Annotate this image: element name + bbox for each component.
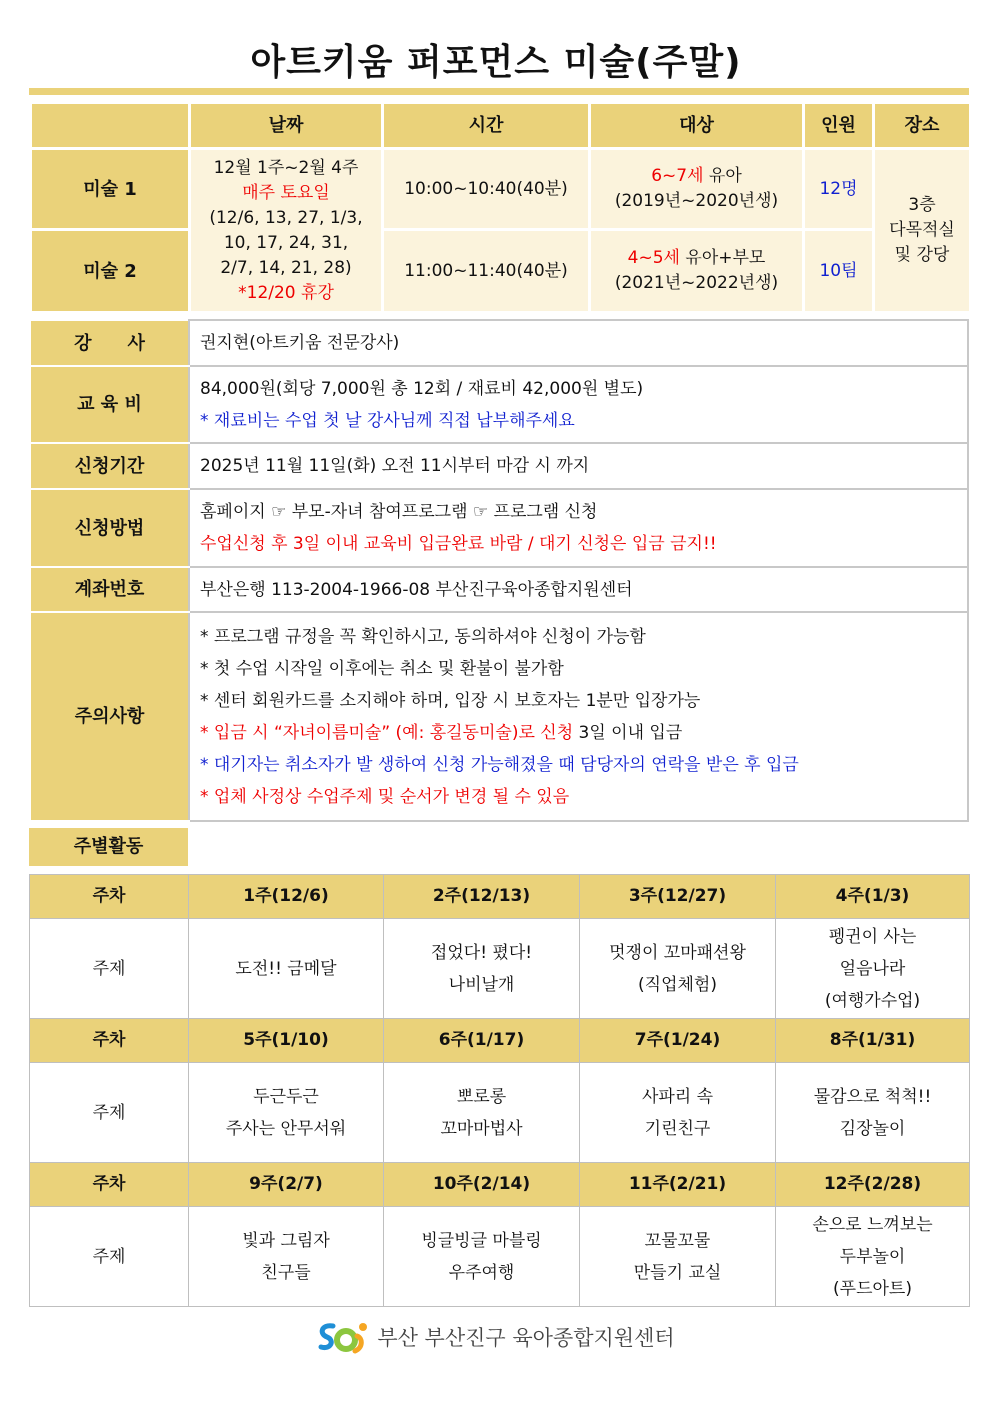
place-line: 및 강당 [894,245,950,265]
method-cell [189,489,968,567]
date-list: 10, 17, 24, 31, [223,232,349,253]
topic-line: 꼬마마법사 [440,1118,523,1139]
week-topic [189,919,384,1019]
week-topic [776,1207,970,1307]
topic-line: 손으로 느껴보는 [812,1214,933,1235]
topic-label: 주제 [30,1063,189,1163]
birth-years: (2019년~2020년생) [614,191,779,211]
place-line: 3층 [908,195,936,215]
topic-line: 두근두근 [253,1086,319,1107]
week-topic [384,1063,580,1163]
header-empty [31,103,190,149]
topic-line: 주사는 안무서워 [225,1118,347,1139]
header-place: 장소 [874,103,971,149]
method-value: 홈페이지 ☞ 부모-자녀 참여프로그램 ☞ 프로그램 신청 [200,502,598,522]
target: 유아+부모 [685,248,766,268]
week-topic [776,919,970,1019]
week-header: 6주(1/17) [384,1019,580,1063]
week-header: 2주(12/13) [384,875,580,919]
place-line: 다목적실 [889,220,955,240]
time-cell: 10:00~10:40(40분) [383,149,590,230]
header-target: 대상 [590,103,804,149]
topic-line: 친구들 [261,1262,311,1283]
week-topic [384,1207,580,1307]
week-header: 1주(12/6) [189,875,384,919]
topic-line: 빙글빙글 마블링 [421,1230,542,1251]
topic-line: 뽀로롱 [456,1086,507,1107]
week-topic [189,1063,384,1163]
topic-line: 접었다! 폈다! [430,942,533,963]
footer [0,1320,992,1354]
header-date: 날짜 [190,103,383,149]
target-cell [590,149,804,230]
week-topic [776,1063,970,1163]
age: 4~5세 [627,248,680,268]
target: 유아 [708,166,742,186]
notice-item: * 첫 수업 시작일 이후에는 취소 및 환불이 불가함 [200,658,564,679]
page-title: 아트키움 퍼포먼스 미술(주말) [250,42,742,83]
center-logo-icon [317,1320,369,1354]
weekly-table [29,874,970,1307]
weekly-label: 주별활동 [29,828,188,866]
topic-label: 주제 [30,919,189,1019]
topic-line: 얼음나라 [839,958,906,979]
week-header: 11주(2/21) [580,1163,776,1207]
notice-item: * 대기자는 취소자가 발 생하여 신청 가능해졌을 때 담당자의 연락을 받은 후 입금 [200,754,799,775]
topic-line: (직업체험) [638,974,717,995]
fee-value: 84,000원(회당 7,000원 총 12회 / 재료비 42,000원 별도) [200,378,644,399]
account-label: 계좌번호 [30,567,189,612]
place-cell [874,149,971,313]
week-topic [580,1063,776,1163]
notice-item: * 센터 회원카드를 소지해야 하며, 입장 시 보호자는 1분만 입장가능 [200,690,701,711]
period-value: 2025년 11월 11일(화) 오전 11시부터 마감 시 까지 [189,443,968,489]
topic-label: 주제 [30,1207,189,1307]
week-header: 3주(12/27) [580,875,776,919]
fee-cell [189,366,968,443]
fee-note: * 재료비는 수업 첫 날 강사님께 직접 납부해주세요 [200,410,575,431]
topic-line: 김장놀이 [839,1118,906,1139]
topic-line: 기린친구 [644,1118,711,1139]
topic-line: 도전!! 금메달 [235,958,337,979]
method-note: 수업신청 후 3일 이내 교육비 입금완료 바람 / 대기 신청은 입금 금지!! [200,534,717,554]
date-list: 2/7, 14, 21, 28) [220,257,352,278]
info-table [29,319,969,822]
topic-line: (푸드아트) [833,1278,912,1299]
week-header: 5주(1/10) [189,1019,384,1063]
week-header: 10주(2/14) [384,1163,580,1207]
topic-line: 물감으로 척척!! [813,1086,932,1107]
week-header: 8주(1/31) [776,1019,970,1063]
method-label: 신청방법 [30,489,189,567]
notice-text: * 입금 시 “자녀이름미술” (예: 홍길동미술)로 신청 [200,722,574,743]
period-label: 신청기간 [30,443,189,489]
time-cell: 11:00~11:40(40분) [383,230,590,313]
topic-line: 빛과 그림자 [242,1230,330,1251]
week-topic [384,919,580,1019]
topic-line: 만들기 교실 [633,1262,722,1283]
week-header: 7주(1/24) [580,1019,776,1063]
footer-org: 부산 부산진구 육아종합지원센터 [377,1326,675,1350]
header-time: 시간 [383,103,590,149]
topic-line: 두부놀이 [839,1246,906,1267]
week-topic [580,1207,776,1307]
class-name: 미술 2 [31,230,190,313]
notice-label: 주의사항 [30,612,189,821]
week-header: 12주(2/28) [776,1163,970,1207]
topic-line: 펭귄이 사는 [828,926,917,947]
week-label: 주차 [30,1019,189,1063]
capacity-cell: 12명 [804,149,874,230]
birth-years: (2021년~2022년생) [614,273,779,293]
week-topic [580,919,776,1019]
week-header: 4주(1/3) [776,875,970,919]
week-header: 9주(2/7) [189,1163,384,1207]
week-label: 주차 [30,1163,189,1207]
week-label: 주차 [30,875,189,919]
topic-line: 멋쟁이 꼬마패션왕 [609,942,746,963]
topic-line: 사파리 속 [641,1086,714,1107]
date-list: (12/6, 13, 27, 1/3, [209,207,363,228]
notice-text: 3일 이내 입금 [573,722,683,743]
notice-item: * 업체 사정상 수업주제 및 순서가 변경 될 수 있음 [200,786,570,807]
topic-line: 꼬물꼬물 [644,1230,711,1251]
topic-line: 나비날개 [448,974,515,995]
topic-line: 우주여행 [448,1262,515,1283]
class-name: 미술 1 [31,149,190,230]
week-topic [189,1207,384,1307]
date-break: *12/20 휴강 [238,282,334,303]
notice-item: * 프로그램 규정을 꼭 확인하시고, 동의하셔야 신청이 가능함 [200,626,646,647]
header-capacity: 인원 [804,103,874,149]
notice-item [200,717,967,749]
target-cell [590,230,804,313]
account-value: 부산은행 113-2004-1966-08 부산진구육아종합지원센터 [189,567,968,612]
fee-label: 교 육 비 [30,366,189,443]
date-cell [190,149,383,313]
instructor-value: 권지현(아트키움 전문강사) [189,320,968,366]
schedule-table [29,101,972,314]
capacity-cell: 10팀 [804,230,874,313]
date-range: 12월 1주~2월 4주 [213,157,359,178]
instructor-label: 강 사 [30,320,189,366]
notice-cell [189,612,968,821]
age: 6~7세 [651,166,704,186]
topic-line: (여행가수업) [824,990,921,1011]
title-divider [29,88,969,95]
date-day: 매주 토요일 [242,182,330,203]
